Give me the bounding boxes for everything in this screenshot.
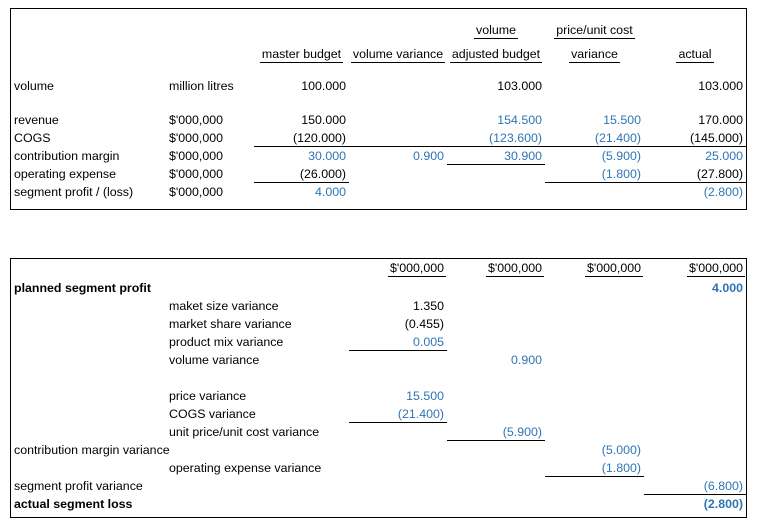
flexible-budget-table [10,8,747,210]
row-price-variance [11,387,746,405]
header-adjusted-budget [447,41,545,65]
row-label: revenue [14,113,59,127]
cell-revenue-master: 150.000 [301,113,346,127]
row-label: price variance [169,389,247,403]
cell-revenue-actual: 170.000 [698,113,743,127]
header-unit-col3 [545,259,644,279]
row-label: actual segment loss [14,497,133,511]
cell-maket-size-variance: 1.350 [412,299,444,313]
cell-cogs-variance: (21.400) [349,405,447,423]
row-cogs [11,129,746,147]
cell-opex-variance: (1.800) [545,165,644,183]
row-volume-variance [11,351,746,369]
cell-contribution-margin-variance: (5.000) [601,443,641,457]
row-label: unit price/unit cost variance [169,425,320,439]
cell-cogs-variance: (21.400) [545,129,644,147]
row-market-share-variance [11,315,746,333]
cell-cm-variance: (5.900) [601,149,641,163]
cell-volume-actual: 103.000 [698,79,743,93]
row-label: maket size variance [169,299,279,313]
header-unit-col2 [447,259,545,279]
variance-reconciliation-table [10,258,747,518]
row-segment-profit-loss [11,183,746,201]
cell-price-variance: 15.500 [406,389,444,403]
header-volume-variance [349,41,447,65]
header-label: $'000,000 [389,261,444,275]
cell-cogs-master: (120.000) [254,129,349,147]
cell-cm-master: 30.000 [308,149,346,163]
row-label: COGS [14,131,51,145]
header-row-units [11,259,746,279]
header-label: actual [678,47,712,61]
row-label: product mix variance [169,335,284,349]
row-revenue [11,111,746,129]
row-maket-size-variance [11,297,746,315]
header-label: adjusted budget [451,47,541,61]
row-label: volume [14,79,54,93]
row-segment-profit-variance [11,477,746,495]
unit-label: $'000,000 [169,149,224,163]
cell-segprofit-actual: (2.800) [703,185,743,199]
cell-planned-segment-profit: 4.000 [711,281,743,295]
row-planned-segment-profit [11,279,746,297]
cell-volume-variance: 0.900 [510,353,542,367]
row-cogs-variance [11,405,746,423]
row-contribution-margin-variance [11,441,746,459]
cell-unit-price-unit-cost-variance: (5.900) [447,423,545,441]
cell-revenue-variance: 15.500 [603,113,641,127]
spacer [11,95,746,111]
header-label: volume variance [352,47,444,61]
cell-volume-master: 100.000 [301,79,346,93]
header-actual [644,41,746,65]
header-label: $'000,000 [487,261,542,275]
row-label: segment profit variance [14,479,143,493]
row-label: COGS variance [169,407,256,421]
cell-cogs-adjusted: (123.600) [447,129,545,147]
cell-cogs-volume-variance-empty [349,129,447,147]
cell-opex-actual: (27.800) [644,165,746,183]
unit-label: $'000,000 [169,185,224,199]
row-label: segment profit / (loss) [14,185,134,199]
cell-market-share-variance: (0.455) [404,317,444,331]
row-product-mix-variance [11,333,746,351]
row-volume [11,77,746,95]
cell-actual-segment-loss: (2.800) [703,497,743,511]
unit-label: $'000,000 [169,167,224,181]
header-label: $'000,000 [688,261,743,275]
cell-revenue-adjusted: 154.500 [497,113,542,127]
cell-segprofit-master: 4.000 [314,185,346,199]
cell-cogs-actual: (145.000) [644,129,746,147]
row-label: market share variance [169,317,292,331]
cell-volume-adjusted: 103.000 [497,79,542,93]
cell-operating-expense-variance: (1.800) [545,459,644,477]
header-master-budget [254,41,349,65]
cell-product-mix-variance: 0.005 [349,333,447,351]
unit-label: $'000,000 [169,113,224,127]
unit-label: million litres [169,79,234,93]
header-volume-adjusted-line1 [447,9,545,41]
header-variance [545,41,644,65]
header-unit-col1 [349,259,447,279]
cell-cm-adjusted: 30.900 [447,147,545,165]
unit-label: $'000,000 [169,131,224,145]
header-label: price/unit cost [556,23,633,37]
header-row-top-line [11,9,746,41]
row-blank [11,369,746,387]
row-operating-expense [11,165,746,183]
header-label: volume [476,23,516,37]
cell-segment-profit-variance: (6.800) [644,477,746,495]
row-label: volume variance [169,353,260,367]
header-label: variance [571,47,618,61]
header-label: $'000,000 [586,261,641,275]
cell-cm-volume-variance: 0.900 [412,149,444,163]
row-label: contribution margin [14,149,120,163]
cell-opex-master: (26.000) [254,165,349,183]
row-actual-segment-loss [11,495,746,513]
row-label: operating expense variance [169,461,322,475]
header-unit-col4 [644,259,746,279]
row-label: contribution margin variance [14,443,170,457]
header-price-unit-cost-line1 [545,9,644,41]
header-label: master budget [261,47,342,61]
cell-cm-actual: 25.000 [705,149,743,163]
row-operating-expense-variance [11,459,746,477]
row-unit-price-unit-cost-variance [11,423,746,441]
row-label: planned segment profit [14,281,151,295]
header-row-main [11,41,746,65]
row-label: operating expense [14,167,116,181]
spacer [11,65,746,77]
row-contribution-margin [11,147,746,165]
